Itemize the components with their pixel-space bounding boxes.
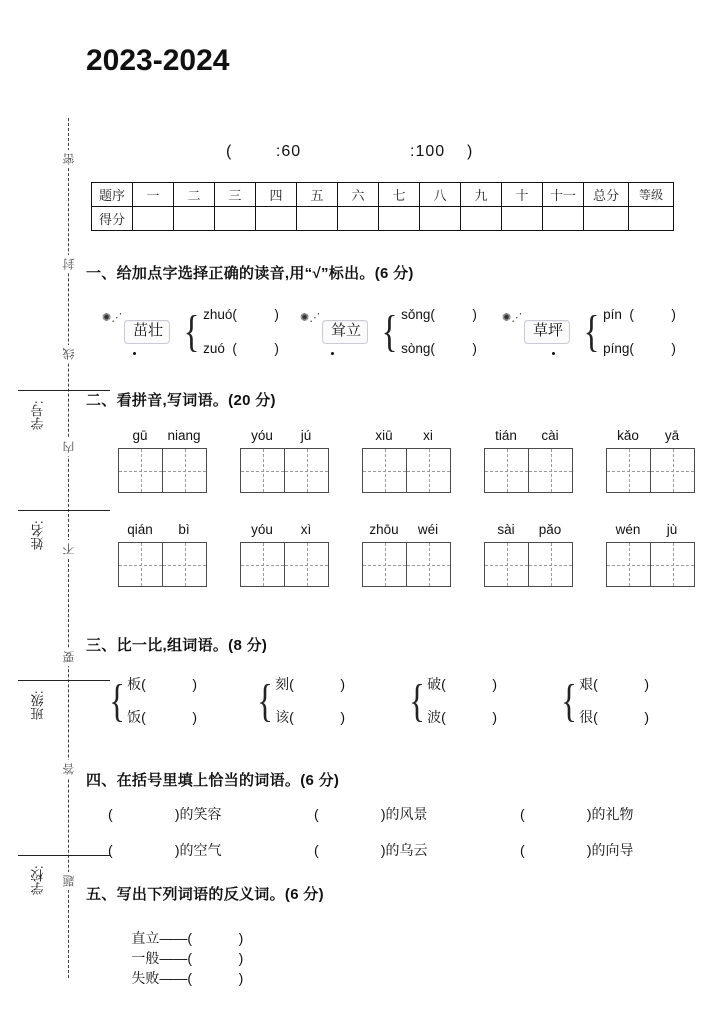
bee-icon: ✺⋰	[102, 312, 123, 324]
score-col-11: 十一	[543, 183, 584, 207]
pinyin-syllable: yóu	[251, 522, 273, 537]
score-col-9: 九	[461, 183, 502, 207]
pinyin-syllable: sài	[497, 522, 515, 537]
tianzige-cell[interactable]	[485, 449, 529, 492]
tianzige-cell[interactable]	[407, 543, 450, 586]
q3-pair-4	[558, 668, 649, 734]
q3-line-bottom-2[interactable]: 该( )	[275, 709, 346, 725]
q1-option-1a[interactable]: zhuó( )	[203, 307, 279, 322]
brace-icon: {	[257, 675, 273, 726]
brace-icon: {	[409, 675, 425, 726]
q1-option-3b[interactable]: píng( )	[603, 341, 676, 356]
tianzige-cell[interactable]	[119, 543, 163, 586]
q4-blank-5[interactable]: ( )的乌云	[314, 842, 428, 858]
bee-icon: ✺⋰	[300, 312, 321, 324]
q4-blank-2[interactable]: ( )的风景	[314, 806, 428, 822]
q1-options-2[interactable]	[401, 298, 477, 366]
q3-pair-1	[106, 668, 197, 734]
q3-line-bottom-4[interactable]: 很( )	[579, 709, 650, 725]
score-col-6: 六	[338, 183, 379, 207]
q4-row-2	[108, 836, 724, 864]
score-cell-1[interactable]	[133, 207, 174, 231]
class-field[interactable]	[18, 570, 58, 720]
q1-item-3	[502, 296, 676, 368]
pinyin-label	[118, 428, 206, 443]
q1-item-2	[300, 296, 477, 368]
q4-blank-3[interactable]: ( )的礼物	[520, 806, 634, 822]
tianzige-grid[interactable]	[362, 448, 451, 493]
tianzige-grid[interactable]	[484, 448, 573, 493]
q5-items	[108, 912, 724, 1004]
q1-options-1[interactable]	[203, 298, 279, 366]
q4-blank-1[interactable]: ( )的笑容	[108, 806, 222, 822]
student-id-label: 学号:	[30, 400, 46, 430]
tianzige-cell[interactable]	[241, 543, 285, 586]
pinyin-syllable: pǎo	[538, 522, 562, 537]
score-cell-7[interactable]	[379, 207, 420, 231]
tianzige-cell[interactable]	[529, 449, 572, 492]
pinyin-syllable: xì	[300, 522, 312, 537]
pinyin-label	[240, 428, 328, 443]
q3-line-top-2[interactable]: 刻( )	[275, 676, 346, 692]
score-col-7: 七	[379, 183, 420, 207]
pinyin-syllable: qián	[127, 522, 153, 537]
seal-char-7: 题	[60, 872, 78, 890]
tianzige-grid[interactable]	[240, 448, 329, 493]
tianzige-grid[interactable]	[606, 448, 695, 493]
score-col-4: 四	[256, 183, 297, 207]
q3-line-top-4[interactable]: 艰( )	[579, 676, 650, 692]
section-title-q3: 三、比一比,组词语。(8 分)	[86, 637, 268, 654]
tianzige-cell[interactable]	[607, 449, 651, 492]
score-col-2: 二	[174, 183, 215, 207]
score-col-grade: 等级	[629, 183, 674, 207]
score-cell-6[interactable]	[338, 207, 379, 231]
q1-option-3a[interactable]: pín ( )	[603, 307, 676, 322]
score-cell-4[interactable]	[256, 207, 297, 231]
page-title: 2023-2024	[86, 44, 230, 77]
pinyin-syllable: bì	[178, 522, 190, 537]
emphasis-dot-1	[133, 352, 136, 355]
q1-option-2a[interactable]: sǒng( )	[401, 307, 477, 322]
q4-blank-6[interactable]: ( )的向导	[520, 842, 634, 858]
school-field[interactable]	[18, 745, 58, 895]
q4-blank-4[interactable]: ( )的空气	[108, 842, 222, 858]
paper-content	[86, 0, 724, 1024]
tianzige-cell[interactable]	[163, 449, 206, 492]
seal-char-1: 封	[60, 255, 78, 273]
q1-options-3[interactable]	[603, 298, 676, 366]
seal-char-4: 不	[60, 540, 78, 558]
class-label: 班级:	[30, 690, 46, 720]
pinyin-label	[484, 522, 572, 537]
tianzige-grid[interactable]	[118, 542, 207, 587]
brace-icon: {	[109, 675, 125, 726]
pinyin-syllable: cài	[541, 428, 559, 443]
tianzige-cell[interactable]	[485, 543, 529, 586]
pinyin-syllable: wéi	[417, 522, 439, 537]
q5-item-1[interactable]: 直立——( )	[131, 930, 244, 946]
q3-line-top-1[interactable]: 板( )	[127, 676, 198, 692]
pinyin-syllable: niang	[167, 428, 201, 443]
tianzige-cell[interactable]	[119, 449, 163, 492]
bee-icon: ✺⋰	[502, 312, 523, 324]
seal-char-5: 要	[60, 648, 78, 666]
q1-item-1	[102, 296, 279, 368]
pinyin-syllable: gū	[132, 428, 148, 443]
emphasis-dot-3	[552, 352, 555, 355]
q1-word-3: 草坪	[524, 320, 570, 344]
pinyin-label	[362, 522, 450, 537]
q1-items	[96, 296, 724, 368]
section-title-q1: 一、给加点字选择正确的读音,用“√”标出。(6 分)	[86, 265, 414, 282]
pinyin-syllable: jù	[666, 522, 678, 537]
pinyin-syllable: yā	[664, 428, 680, 443]
score-cell-3[interactable]	[215, 207, 256, 231]
tianzige-cell[interactable]	[651, 543, 694, 586]
section-title-q5: 五、写出下列词语的反义词。(6 分)	[86, 886, 324, 903]
score-col-total: 总分	[584, 183, 629, 207]
section-title-q2: 二、看拼音,写词语。(20 分)	[86, 392, 276, 409]
score-cell-5[interactable]	[297, 207, 338, 231]
tianzige-cell[interactable]	[363, 449, 407, 492]
q3-pair-lines-2[interactable]	[275, 668, 345, 734]
pinyin-syllable: zhōu	[369, 522, 399, 537]
score-cell-2[interactable]	[174, 207, 215, 231]
brace-icon-2: {	[381, 307, 398, 356]
tianzige-cell[interactable]	[363, 543, 407, 586]
q1-word-2: 耸立	[322, 320, 368, 344]
tianzige-grid[interactable]	[484, 542, 573, 587]
seal-char-3: 内	[60, 438, 78, 456]
score-cell-11[interactable]	[543, 207, 584, 231]
pinyin-syllable: xi	[423, 428, 433, 443]
q3-line-top-3[interactable]: 破( )	[427, 676, 498, 692]
tianzige-grid[interactable]	[118, 448, 207, 493]
q1-option-1b[interactable]: zuó ( )	[203, 341, 279, 356]
pinyin-label	[606, 522, 694, 537]
tianzige-cell[interactable]	[651, 449, 694, 492]
table-row-header	[92, 183, 674, 207]
exam-meta-line: ( :60 :100 )	[226, 143, 474, 160]
pinyin-syllable: tián	[495, 428, 517, 443]
tianzige-cell[interactable]	[241, 449, 285, 492]
pinyin-syllable: wén	[615, 522, 641, 537]
student-name-label: 姓名:	[30, 520, 46, 550]
pinyin-syllable: xiū	[375, 428, 393, 443]
q3-pair-2	[254, 668, 345, 734]
score-cell-10[interactable]	[502, 207, 543, 231]
tianzige-cell[interactable]	[285, 449, 328, 492]
score-cell-grade[interactable]	[629, 207, 674, 231]
tianzige-grid[interactable]	[362, 542, 451, 587]
section-title-q4: 四、在括号里填上恰当的词语。(6 分)	[86, 772, 340, 789]
q3-items	[94, 668, 724, 738]
brace-icon-3: {	[583, 307, 600, 356]
emphasis-dot-2	[331, 352, 334, 355]
q5-item-2[interactable]: 一般——( )	[131, 950, 244, 966]
school-label: 学校:	[30, 865, 46, 895]
brace-icon: {	[561, 675, 577, 726]
q1-option-2b[interactable]: sòng( )	[401, 341, 477, 356]
tianzige-grid[interactable]	[606, 542, 695, 587]
score-table-row-label-1: 得分	[92, 207, 133, 231]
pinyin-syllable: yóu	[251, 428, 273, 443]
score-col-8: 八	[420, 183, 461, 207]
q1-word-1: 茁壮	[124, 320, 170, 344]
q1-word-wrap-1	[102, 308, 178, 356]
score-col-5: 五	[297, 183, 338, 207]
pinyin-label	[362, 428, 450, 443]
score-col-10: 十	[502, 183, 543, 207]
q4-row-1	[108, 800, 724, 828]
tianzige-cell[interactable]	[407, 449, 450, 492]
q3-pair-lines-3[interactable]	[427, 668, 497, 734]
q1-word-wrap-3	[502, 308, 578, 356]
score-col-3: 三	[215, 183, 256, 207]
brace-icon-1: {	[183, 307, 200, 356]
q5-item-3[interactable]: 失败——( )	[131, 970, 244, 986]
q3-line-bottom-1[interactable]: 饭( )	[127, 709, 198, 725]
score-table-row-label-0: 题序	[92, 183, 133, 207]
tianzige-cell[interactable]	[607, 543, 651, 586]
score-col-1: 一	[133, 183, 174, 207]
pinyin-syllable: jú	[300, 428, 312, 443]
seal-char-6: 答	[60, 760, 78, 778]
q3-pair-lines-4[interactable]	[579, 668, 649, 734]
q3-line-bottom-3[interactable]: 波( )	[427, 709, 498, 725]
seal-char-0: 密	[60, 150, 78, 168]
seal-line-margin	[0, 0, 86, 1024]
seal-char-2: 线	[60, 345, 78, 363]
score-cell-total[interactable]	[584, 207, 629, 231]
pinyin-syllable: kǎo	[617, 428, 639, 443]
score-table	[91, 182, 674, 231]
tianzige-cell[interactable]	[285, 543, 328, 586]
pinyin-label	[118, 522, 206, 537]
tianzige-cell[interactable]	[163, 543, 206, 586]
score-cell-8[interactable]	[420, 207, 461, 231]
score-cell-9[interactable]	[461, 207, 502, 231]
tianzige-cell[interactable]	[529, 543, 572, 586]
student-name-field[interactable]	[18, 400, 58, 550]
q4-rows	[108, 800, 724, 864]
pinyin-label	[606, 428, 694, 443]
pinyin-label	[484, 428, 572, 443]
table-row-scores	[92, 207, 674, 231]
q3-pair-lines-1[interactable]	[127, 668, 197, 734]
q1-word-wrap-2	[300, 308, 376, 356]
q3-pair-3	[406, 668, 497, 734]
tianzige-grid[interactable]	[240, 542, 329, 587]
pinyin-label	[240, 522, 328, 537]
